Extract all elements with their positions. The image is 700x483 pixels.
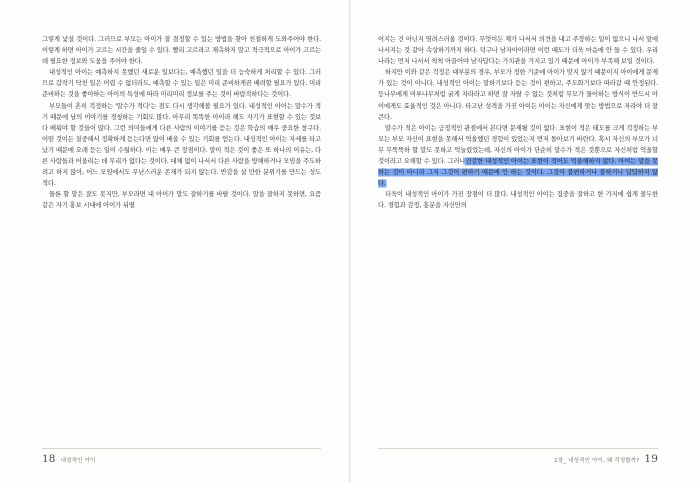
gutter-shadow xyxy=(350,0,351,483)
running-head: 내성적인 아이 xyxy=(60,458,96,464)
right-page-body xyxy=(378,34,658,212)
running-head: 1장_ 내성적인 아이, 왜 걱정할까? xyxy=(554,458,640,464)
right-page-footer xyxy=(554,453,658,465)
paragraph: 더욱이 내성적인 아이가 가진 장점이 더 많다. 내성적인 아이는 집중을 잘하고 한 가지에 쉽게 몰두한다. 경험과 감정, 홍분을 자신만의 xyxy=(378,191,658,210)
paragraph: 어지는 건 아닌지 염려스러울 것이다. 무엇이든 제가 나서서 의견을 내고 주장하는 일이 없으니 나서 앞에 나서지는 것 같아 속상하기까지 하다. 덕구나 남자아이라면 이런 때도가 더욱 마음에 안 들 수 있다. 우리나라는 먼저 나서서 척척 아끌어야 남자답다는 가치관을 가지고 있기 때문에 아이가 부족해 보일 것이다. xyxy=(378,36,658,66)
paragraph: 부모들이 흔히 걱정하는 '말수가 적다'는 점도 다시 생각해볼 필요가 있다. 내성적인 아이는 말수가 적기 때문에 남의 이야기를 경청하는 기회도 많다. 아무리 똑똑한 아이라 해도 자기가 표현할 수 있는 것보다 배워야 할 것들이 많다. 그런 의미들에게 다른 사람의 이야기를 듣는 것은 학습의 매우 중요한 창구다. 어떤 것이든 질중해서 정확하게 듣는다면 많이 배울 수 있는 기회를 얻는다. 내성적인 아이는 자세를 타고났기 때문에 오래 듣는 일이 수월하다. 이는 매우 큰 장점이다. 말이 적은 것이 좋은 또 하나의 이유는, 다른 사람들과 어울리는 데 무리가 없다는 것이다. 대체 없이 나서서 다른 사람을 방해하거나 모임을 주도하려고 하지 않아, 어느 모임에서도 무난스러운 존재가 되지 않는다. 반감을 살 만한 분위기를 만드는 성도 적다. xyxy=(42,102,321,188)
paragraph: 물론 할 말은 잘도 못지만, 부모라면 내 아이가 말도 잘하기를 바랄 것이다. 말을 잘하지 못하면, 요즘 같은 자기 홍보 시대에 아이가 뒤떨 xyxy=(42,191,321,210)
left-page-body xyxy=(42,34,321,212)
paragraph: 내성적인 아이는 예측하지 못했던 새로운 일보다는, 예측했던 일을 더 능숙하게 처리할 수 있다. 그러므로 갑작기 닥친 일은 어렵 수 없더라도, 예측할 수 있는 일은 미리 준비하게끔 배려할 필요가 있다. 미리 준비하는 것을 좋아하는 아이의 특성에 따라 미리미리 정보를 주는 것이 바람직하다는 것이다. xyxy=(42,69,321,99)
highlighted-text: 건강한 내성적인 아이는 표현이 적어도 억울해하지 않다. 아이는 말을 못하는 것이 아니라 그저 그것이 편하기 때문에 안 하는 것이다. 그것이 불편하거나 불하거나 답답하지 않다. xyxy=(378,158,658,188)
footer-rule xyxy=(378,448,658,449)
page-number: 19 xyxy=(644,453,658,465)
paragraph xyxy=(378,123,658,190)
right-page xyxy=(350,0,700,483)
paragraph: 하지만 이와 같은 걱정은 대부분의 경우, 부모가 정한 기준에 아이가 맞지 않기 때문이지 아이에게 문제가 있는 것이 아니다. 내성적인 아이는 말하기보다 듣는 것이 편하고, 주도화기보다 따라갈 때 안정된다. 등나무에게 머루나무처럼 굵게 자라라고 하면 잘 자랄 수 없는 것처럼 무모가 물어하는 방식이 반드시 아이에게도 효율적인 것은 아니다. 타고난 성격을 가진 아이든 아이는 자신에게 맞는 방법으로 자라야 더 잘 큰다. xyxy=(378,69,658,121)
left-page-footer xyxy=(42,453,96,465)
footer-rule xyxy=(42,448,321,449)
paragraph-text: 말수가 적은 아이는 긍정적인 관점에서 본다면 문제될 것이 없다. 표현이 적은 태도를 크게 걱정하는 부모는 부모 자신이 표현을 못해서 억울했던 경험이 있었는지 먼저 돌아보기 바란다. 혹시 자신의 부모가 너무 무뚝뚝하 할 말도 못하고 억눌렸었는데, 자신의 아이가 단순히 말수가 적은 것뿐으로 자신처럼 억울할 것이라고 오해할 수 있다. 그러나 xyxy=(378,124,658,166)
paragraph: 그렇게 낯설 것이다. 그러므로 부모는 아이가 잘 결정할 수 있는 방법을 찾아 친절하게 도와주어야 한다. 이렇게 하면 아이가 고르는 시간을 줄일 수 있다. 빨리 고르라고 재촉하지 말고 적극적으로 아이가 고르는 데 필요한 정보와 도움을 주어야 한다. xyxy=(42,36,321,66)
page-number: 18 xyxy=(42,453,56,465)
